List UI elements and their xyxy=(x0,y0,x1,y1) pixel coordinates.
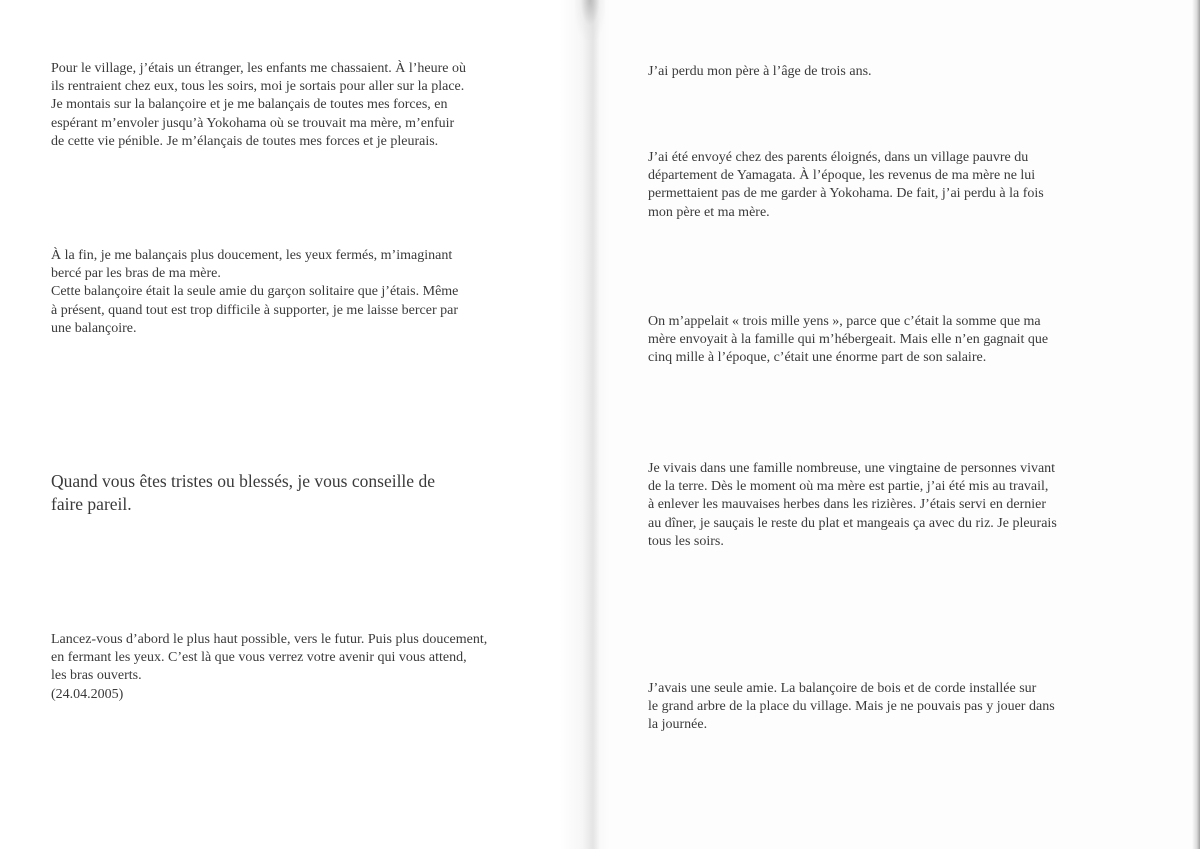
left-paragraph-1: Pour le village, j’étais un étranger, les enfants me chassaient. À l’heure où ils rentraient chez eux, tous les soirs, moi je sortais pour aller sur la place. Je montais sur la balançoire et je me balançais de toutes mes forces, en espérant m’envoler jusqu’à Yokohama où se trouvait ma mère, m’enfuir de cette vie pénible. Je m’élançais de toutes mes forces et je pleurais. xyxy=(51,61,467,149)
right-paragraph-3: On m’appelait « trois mille yens », parce que c’était la somme que ma mère envoyait à la famille qui m’hébergeait. Mais elle n’en gagnait que cinq mille à l’époque, c’était une énorme part de son salaire. xyxy=(648,314,1049,366)
left-paragraph-2: À la fin, je me balançais plus doucement, les yeux fermés, m’imaginant bercé par les bras de ma mère. Cette balançoire était la seule amie du garçon solitaire que j’étais. Même à présent, quand tout est trop difficile à supporter, je me laisse bercer par une balançoire. xyxy=(51,248,459,336)
gutter-shadow xyxy=(575,0,605,40)
right-paragraph-4: Je vivais dans une famille nombreuse, une vingtaine de personnes vivant de la terre. Dès le moment où ma mère est partie, j’ai été mis au travail, à enlever les mauvaises herbes dans les rizières. J’étais servi en dernier au dîner, je sauçais le reste du plat et mangeais ça avec du riz. Je pleurais tous les soirs. xyxy=(648,461,1057,549)
left-paragraph-3-emphasis: Quand vous êtes tristes ou blessés, je vous conseille de faire pareil. xyxy=(51,471,435,514)
right-paragraph-1: J’ai perdu mon père à l’âge de trois ans. xyxy=(648,64,872,79)
page-edge xyxy=(1192,0,1200,849)
right-paragraph-5: J’avais une seule amie. La balançoire de bois et de corde installée sur le grand arbre de la place du village. Mais je ne pouvais pas y jouer dans la journée. xyxy=(648,681,1055,733)
left-paragraph-4: Lancez-vous d’abord le plus haut possible, vers le futur. Puis plus doucement, en fermant les yeux. C’est là que vous verrez votre avenir qui vous attend, les bras ouverts. (24.04.2005) xyxy=(51,632,488,702)
right-paragraph-2: J’ai été envoyé chez des parents éloignés, dans un village pauvre du département de Yamagata. À l’époque, les revenus de ma mère ne lui permettaient pas de me garder à Yokohama. De fait, j’ai perdu à la fois mon père et ma mère. xyxy=(648,150,1044,220)
